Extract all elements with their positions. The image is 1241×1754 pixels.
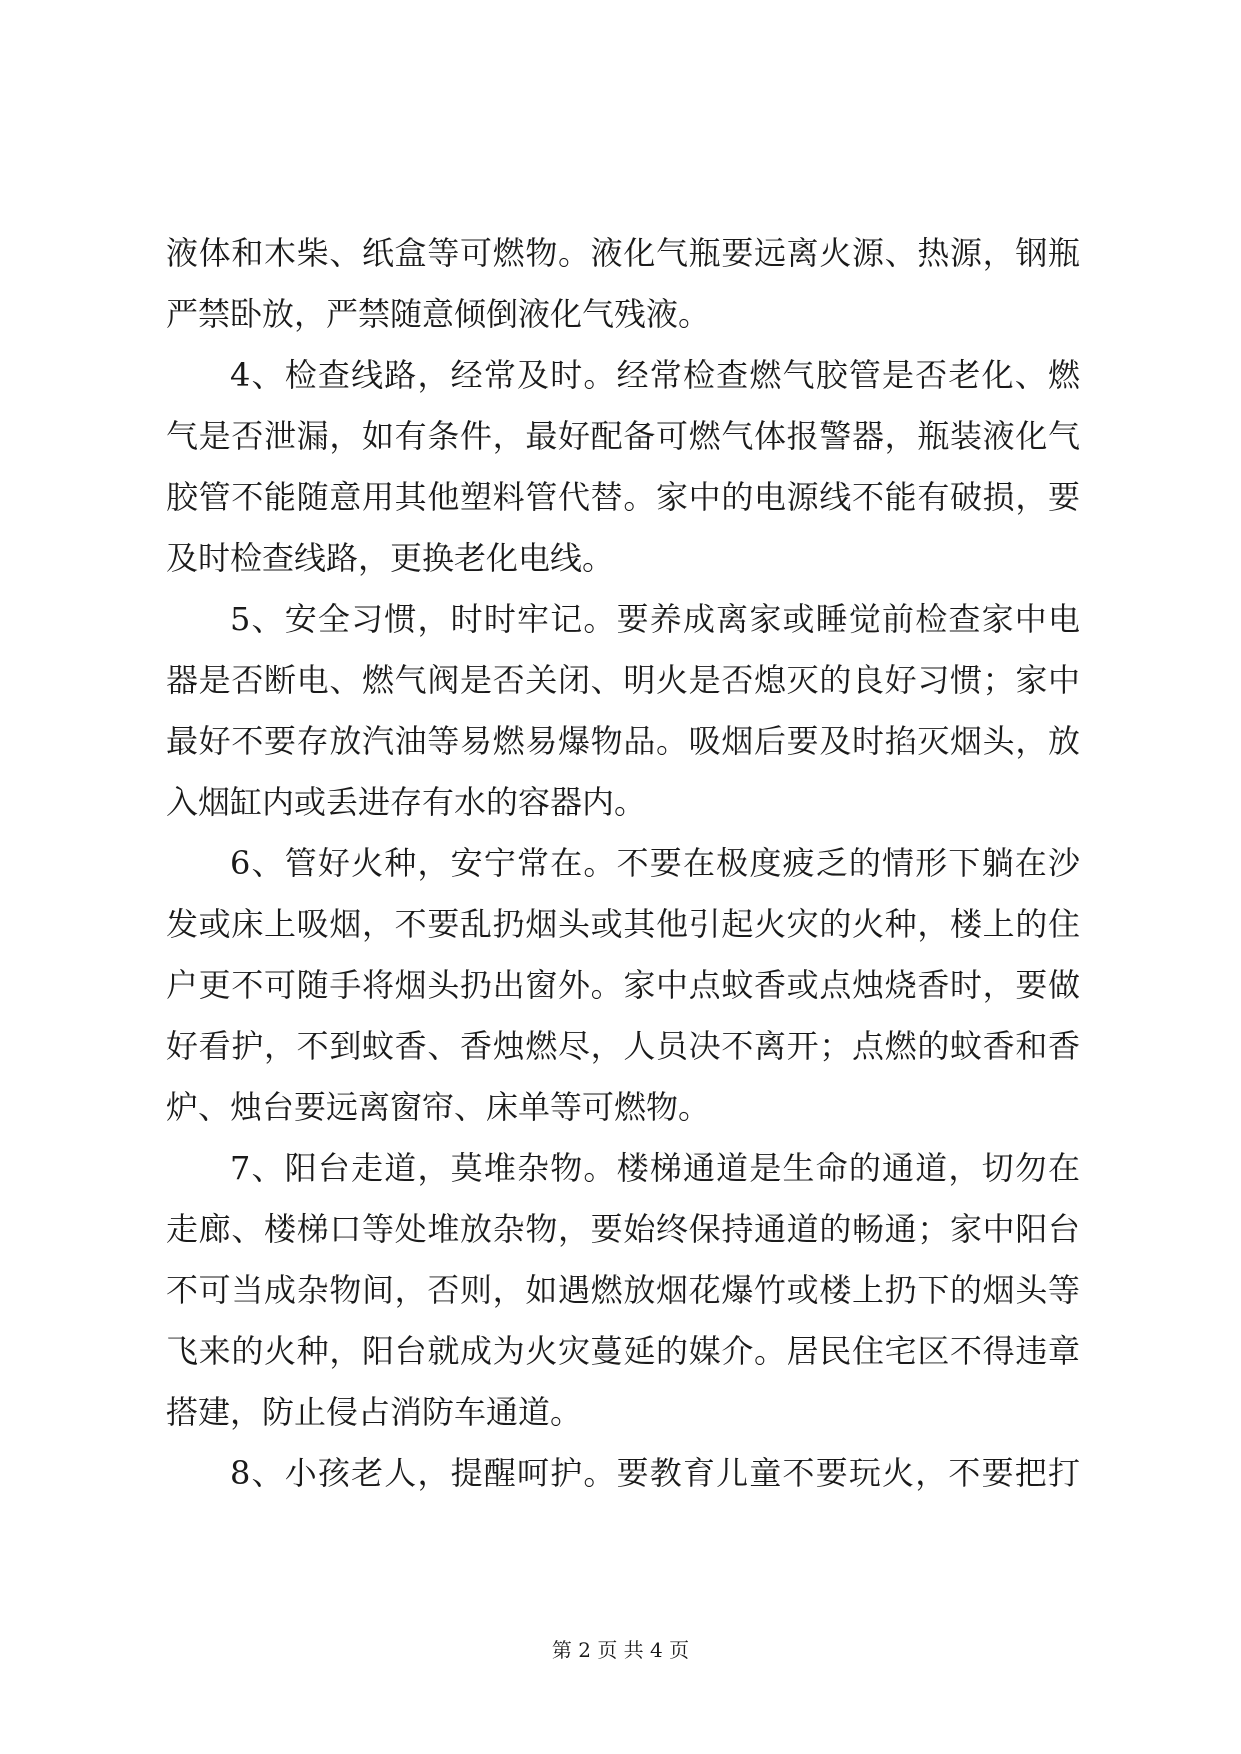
- text-line: 好看护，不到蚊香、香烛燃尽，人员决不离开；点燃的蚊香和香: [166, 1027, 1080, 1065]
- text-line: 炉、烛台要远离窗帘、床单等可燃物。: [166, 1088, 711, 1126]
- paragraph-4-start: 4、检查线路，经常及时。经常检查燃气胶管是否老化、燃: [230, 356, 1080, 394]
- text-line: 液体和木柴、纸盒等可燃物。液化气瓶要远离火源、热源，钢瓶: [166, 234, 1080, 272]
- page-footer: 第 2 页 共 4 页: [551, 1638, 690, 1662]
- text-line: 入烟缸内或丢进存有水的容器内。: [166, 783, 647, 821]
- text-line: 走廊、楼梯口等处堆放杂物，要始终保持通道的畅通；家中阳台: [166, 1210, 1080, 1248]
- paragraph-6-start: 6、管好火种，安宁常在。不要在极度疲乏的情形下躺在沙: [230, 844, 1080, 882]
- text-line: 飞来的火种，阳台就成为火灾蔓延的媒介。居民住宅区不得违章: [166, 1332, 1080, 1370]
- text-line: 严禁卧放，严禁随意倾倒液化气残液。: [166, 295, 711, 333]
- paragraph-7-start: 7、阳台走道，莫堆杂物。楼梯通道是生命的通道，切勿在: [230, 1149, 1080, 1187]
- text-line: 户更不可随手将烟头扔出窗外。家中点蚊香或点烛烧香时，要做: [166, 966, 1080, 1004]
- text-line: 发或床上吸烟，不要乱扔烟头或其他引起火灾的火种，楼上的住: [166, 905, 1080, 943]
- text-line: 胶管不能随意用其他塑料管代替。家中的电源线不能有破损，要: [166, 478, 1080, 516]
- text-line: 及时检查线路，更换老化电线。: [166, 539, 615, 577]
- text-line: 不可当成杂物间，否则，如遇燃放烟花爆竹或楼上扔下的烟头等: [166, 1271, 1080, 1309]
- text-line: 最好不要存放汽油等易燃易爆物品。吸烟后要及时掐灭烟头，放: [166, 722, 1080, 760]
- text-line: 器是否断电、燃气阀是否关闭、明火是否熄灭的良好习惯；家中: [166, 661, 1080, 699]
- text-line: 气是否泄漏，如有条件，最好配备可燃气体报警器，瓶装液化气: [166, 417, 1080, 455]
- paragraph-8-start: 8、小孩老人，提醒呵护。要教育儿童不要玩火，不要把打: [230, 1454, 1080, 1492]
- paragraph-5-start: 5、安全习惯，时时牢记。要养成离家或睡觉前检查家中电: [230, 600, 1080, 638]
- text-line: 搭建，防止侵占消防车通道。: [166, 1393, 583, 1431]
